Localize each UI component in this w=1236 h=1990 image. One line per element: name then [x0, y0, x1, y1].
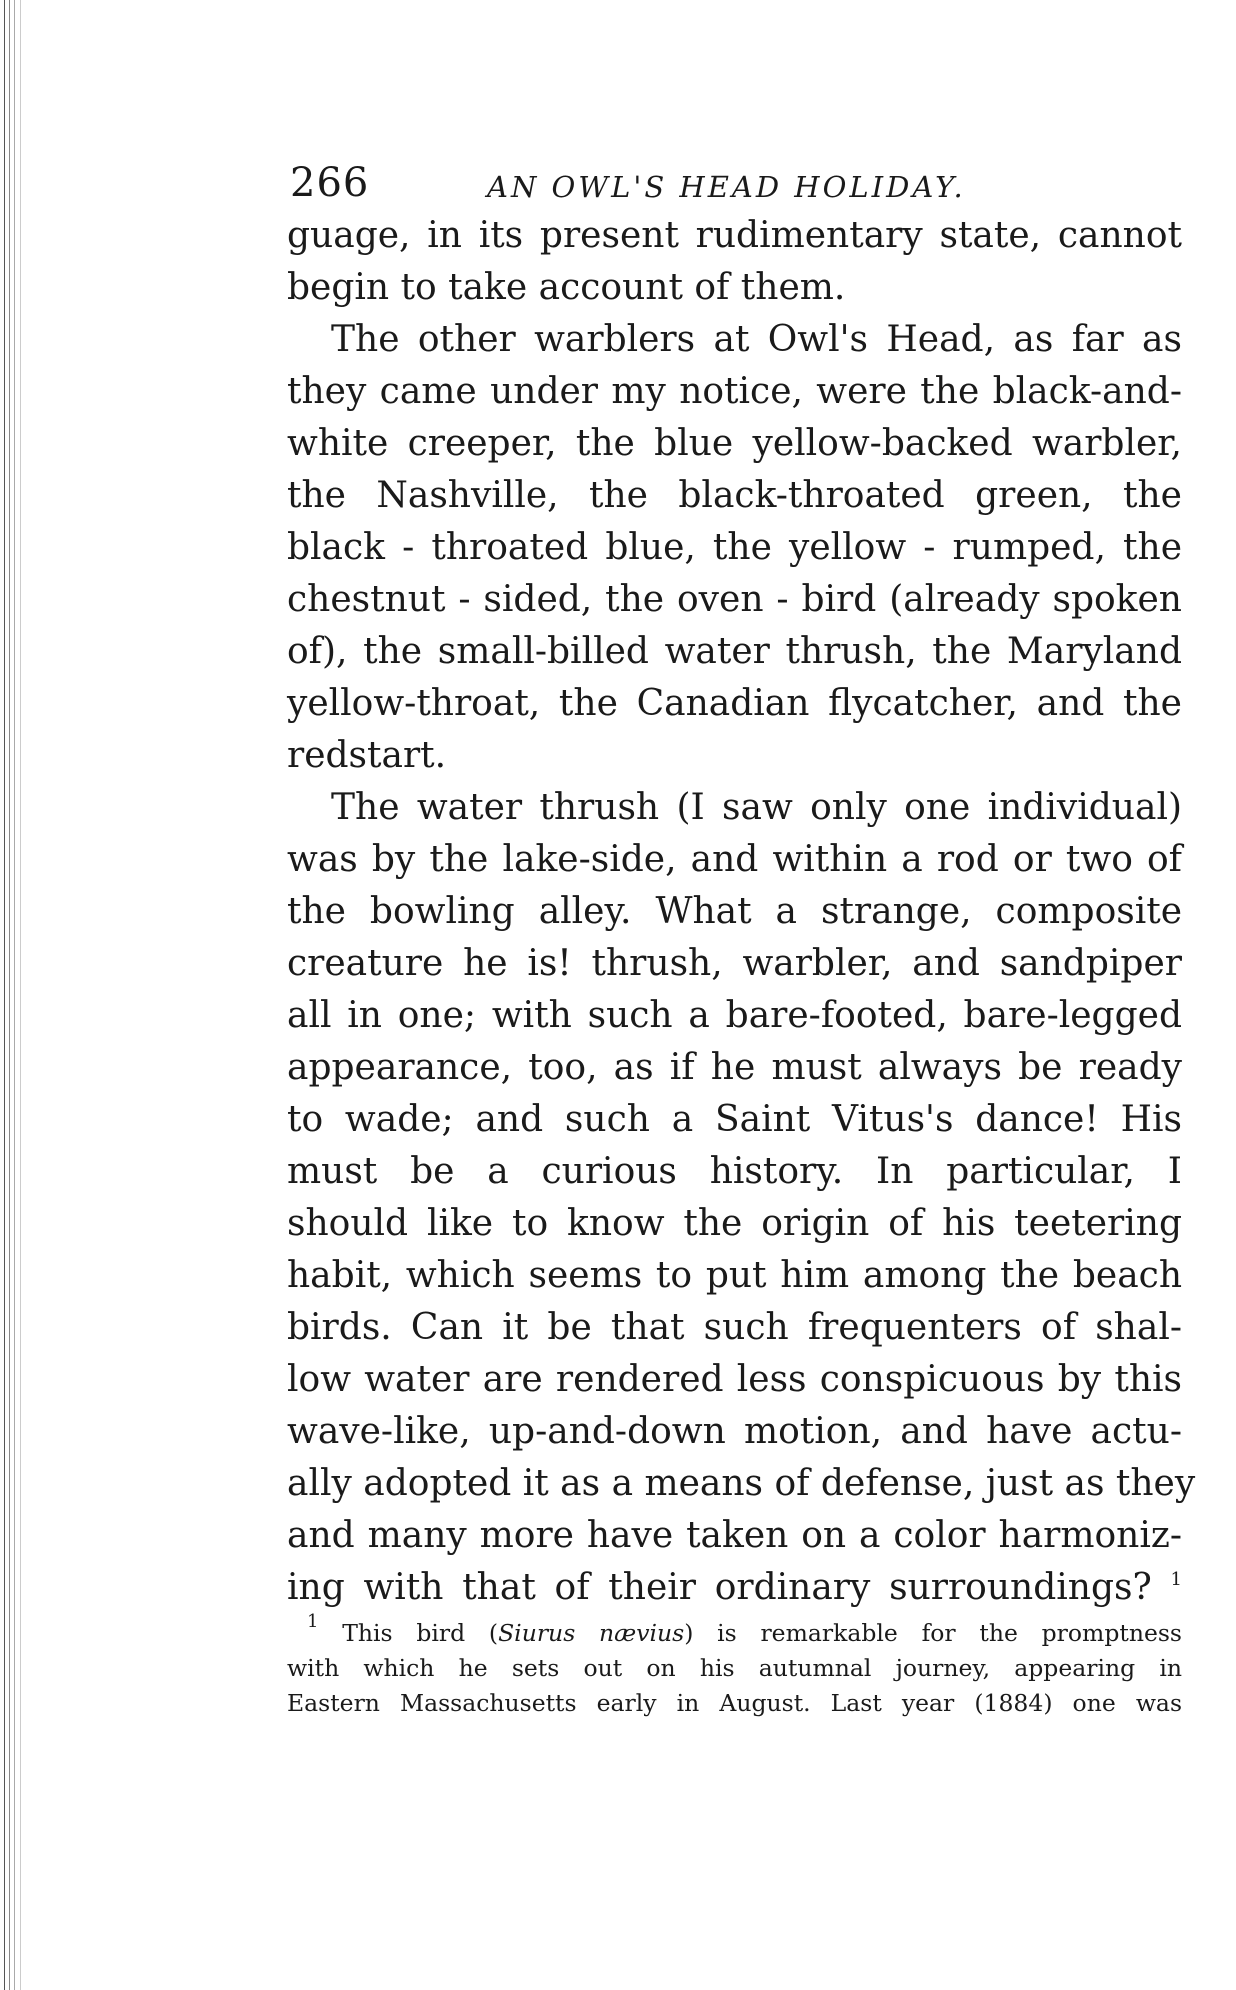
text-line: all in one; with such a bare-footed, bare-legged	[287, 995, 1182, 1036]
footnote	[287, 1611, 1182, 1721]
text-line: appearance, too, as if he must always be ready	[287, 1047, 1182, 1088]
text-line: redstart.	[287, 735, 447, 776]
text-line: guage, in its present rudimentary state, cannot	[287, 215, 1182, 256]
text-line: yellow-throat, the Canadian flycatcher, and the	[287, 683, 1182, 724]
text-line: must be a curious history. In particular, I	[287, 1151, 1182, 1192]
page-header	[287, 150, 1182, 210]
text-line: begin to take account of them.	[287, 267, 846, 308]
text-line: the bowling alley. What a strange, composite	[287, 891, 1182, 932]
text-line: white creeper, the blue yellow-backed warbler,	[287, 423, 1182, 464]
footnote-text: This bird (	[342, 1619, 499, 1647]
text-line: of), the small-billed water thrush, the Maryland	[287, 631, 1182, 672]
text-line: low water are rendered less conspicuous by this	[287, 1359, 1182, 1400]
text-line: ally adopted it as a means of defense, just as they	[287, 1463, 1196, 1504]
text-line: wave-like, up-and-down motion, and have actu-	[287, 1411, 1182, 1452]
paragraph-first-line: The water thrush (I saw only one individual)	[331, 787, 1182, 828]
footnote-text: ) is remarkable for the promptness	[684, 1619, 1182, 1647]
footnote-marker: 1	[307, 1611, 319, 1632]
body-text	[287, 210, 1196, 1614]
text-line: creature he is! thrush, warbler, and sandpiper	[287, 943, 1182, 984]
text-line: chestnut - sided, the oven - bird (already spoken	[287, 579, 1182, 620]
paragraph-first-line: The other warblers at Owl's Head, as far as	[331, 319, 1182, 360]
text-line: black - throated blue, the yellow - rumped, the	[287, 527, 1182, 568]
text-line: birds. Can it be that such frequenters of shal-	[287, 1307, 1182, 1348]
text-line: to wade; and such a Saint Vitus's dance! His	[287, 1099, 1182, 1140]
footnote-line	[287, 1611, 1182, 1651]
running-title: AN OWL'S HEAD HOLIDAY.	[487, 170, 966, 204]
species-name: Siurus nævius	[498, 1619, 685, 1647]
text-line: habit, which seems to put him among the beach	[287, 1255, 1182, 1296]
text-line: and many more have taken on a color harmoniz-	[287, 1515, 1182, 1556]
text-line: should like to know the origin of his teetering	[287, 1203, 1182, 1244]
text-line: was by the lake-side, and within a rod or two of	[287, 839, 1182, 880]
footnote-line: Eastern Massachusetts early in August. Last year (1884) one was	[287, 1689, 1182, 1717]
text-line-content: ing with that of their ordinary surroundings?	[287, 1567, 1152, 1608]
page-number: 266	[290, 160, 370, 206]
footnote-line: with which he sets out on his autumnal journey, appearing in	[287, 1654, 1182, 1682]
footnote-reference: 1	[1170, 1569, 1182, 1590]
book-page	[287, 150, 1196, 1721]
text-line: the Nashville, the black-throated green, the	[287, 475, 1182, 516]
text-line	[287, 1562, 1182, 1614]
text-line: they came under my notice, were the black-and-	[287, 371, 1182, 412]
book-binding-edge	[0, 0, 40, 1990]
